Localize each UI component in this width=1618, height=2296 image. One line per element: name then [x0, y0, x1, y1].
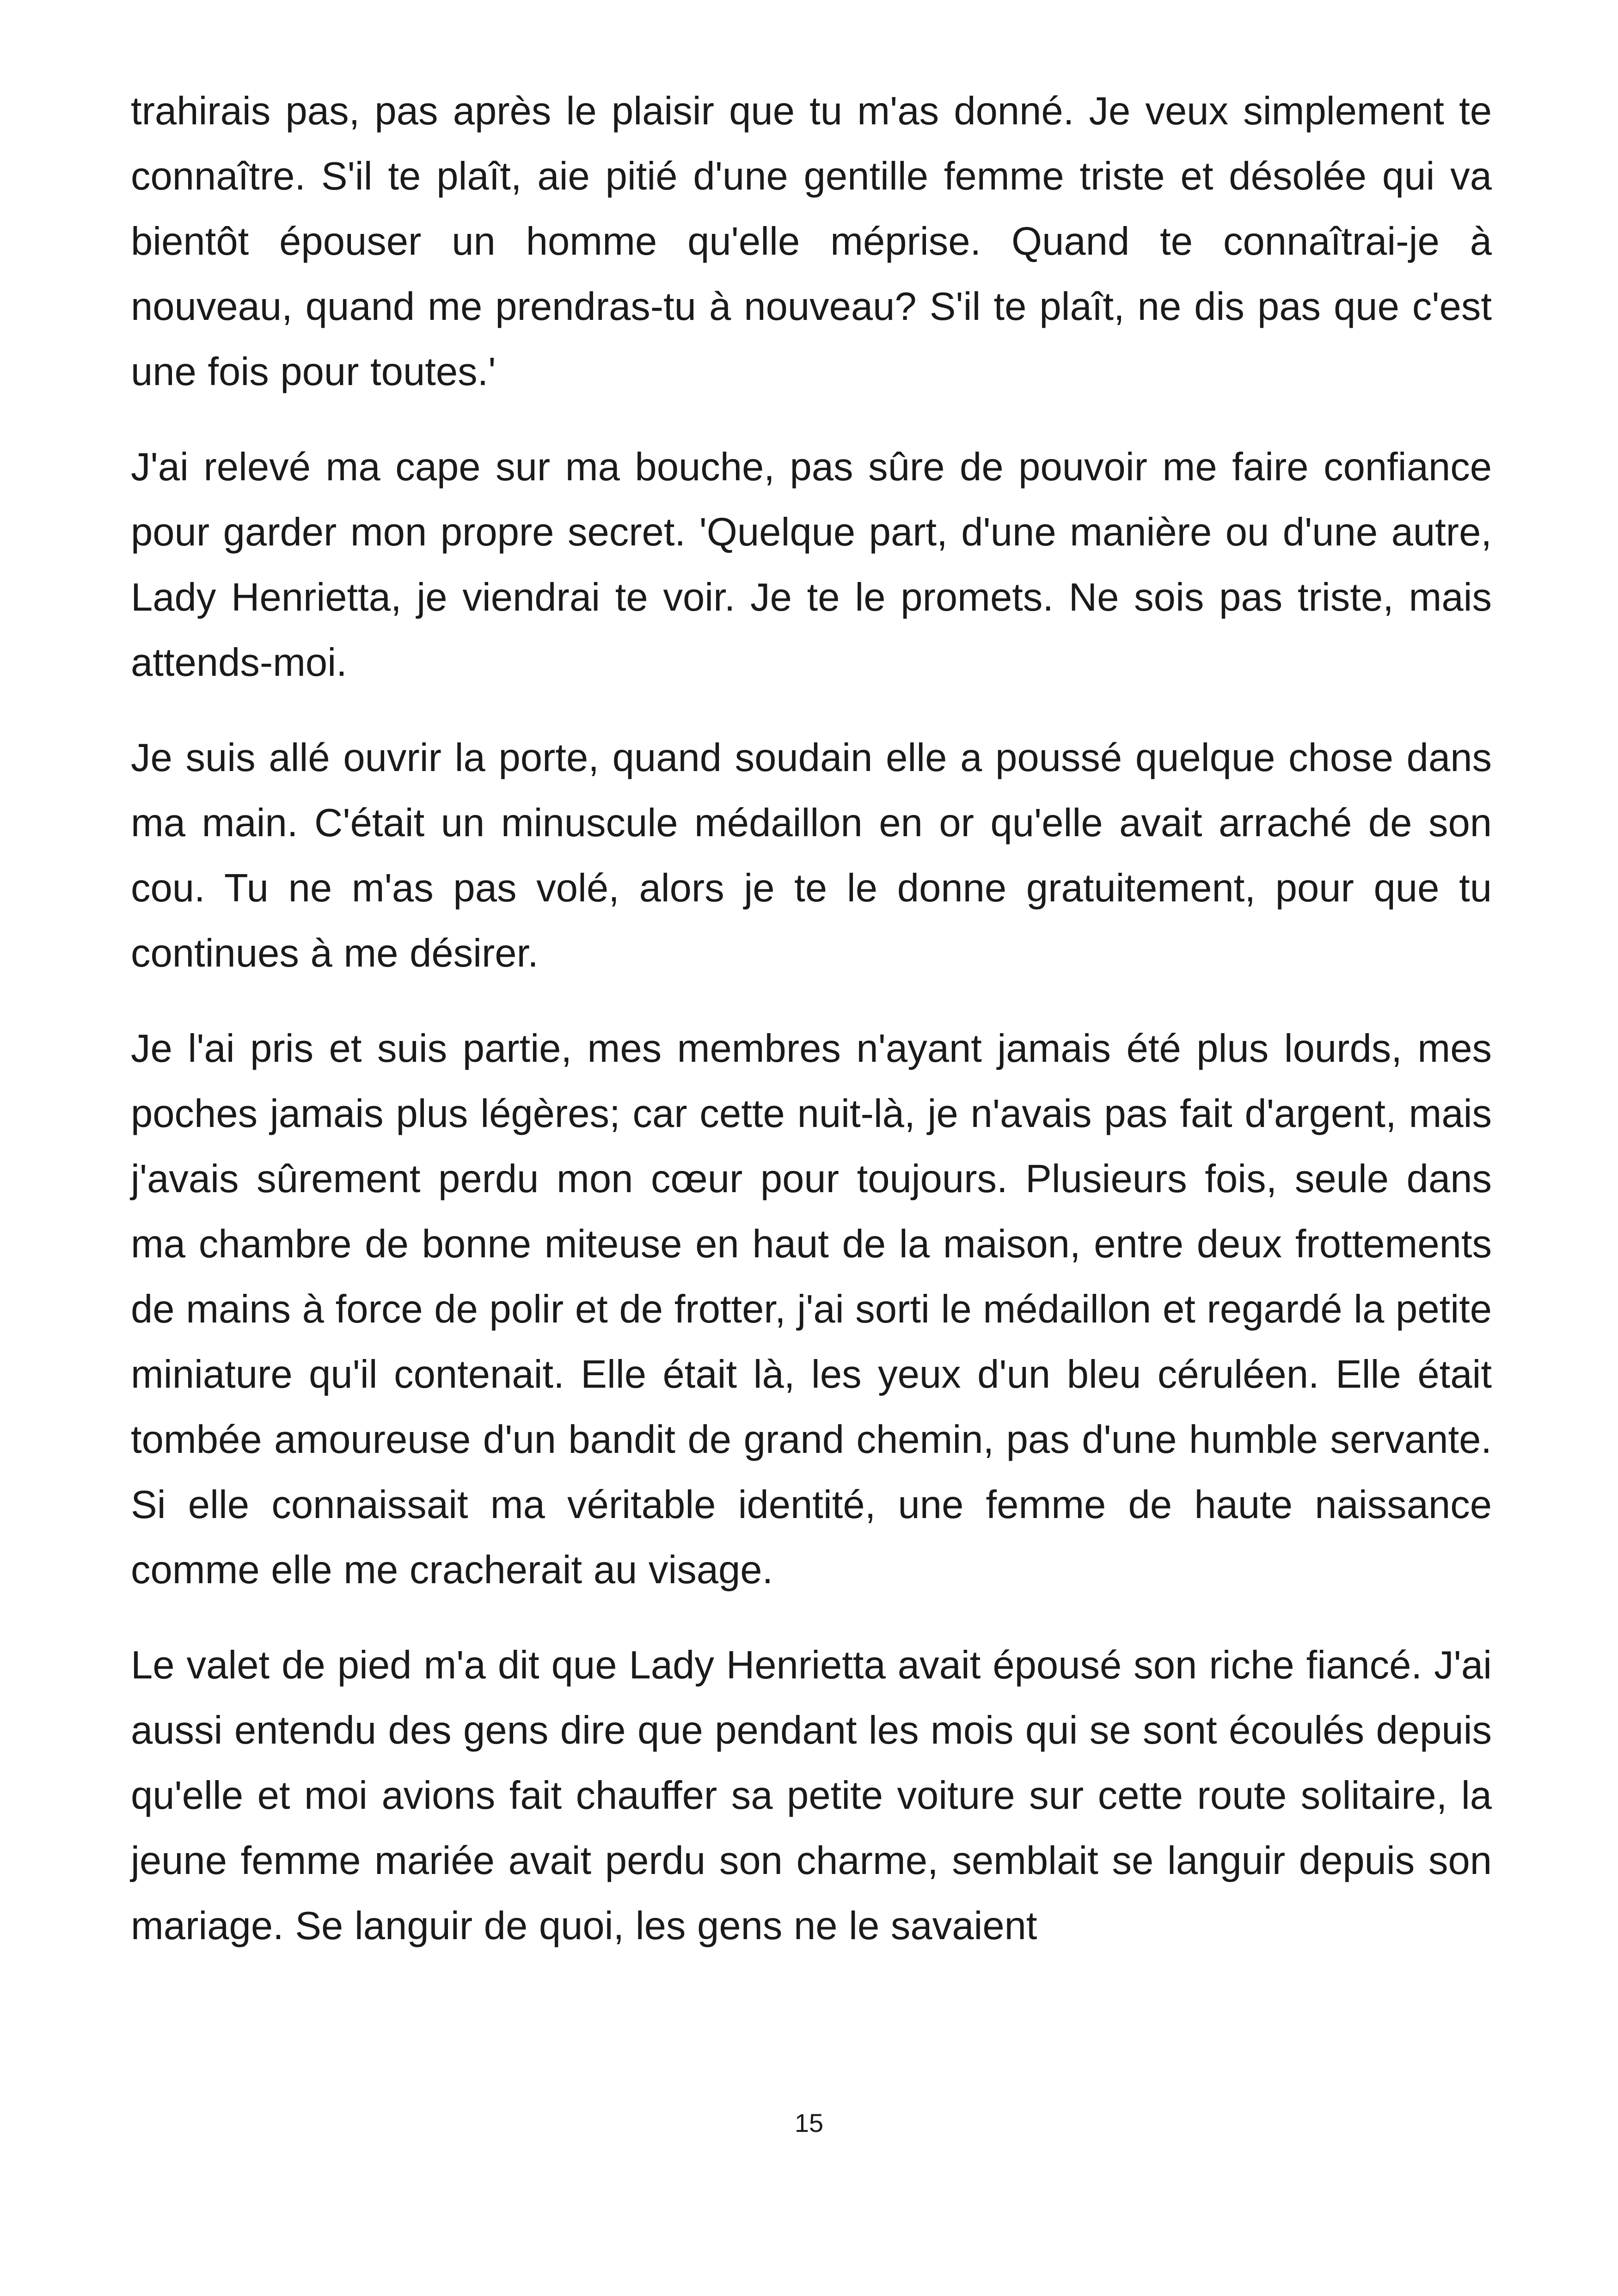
paragraph-1: trahirais pas, pas après le plaisir que tu m'as donné. Je veux simplement te connaître. S'il te plaît, aie pitié d'une gentille femme triste et désolée qui va bientôt épouser un homme qu'elle méprise. Quand te connaîtrai-je à nouveau, quand me prendras-tu à nouveau? S'il te plaît, ne dis pas que c'est une fois pour toutes.' [131, 89, 1492, 394]
page-number: 15 [794, 2108, 824, 2137]
paragraph-2: J'ai relevé ma cape sur ma bouche, pas sûre de pouvoir me faire confiance pour garder mon propre secret. 'Quelque part, d'une manière ou d'une autre, Lady Henrietta, je viendrai te voir. Je te le promets. Ne sois pas triste, mais attends-moi. [131, 445, 1492, 685]
paragraph-3: Je suis allé ouvrir la porte, quand soudain elle a poussé quelque chose dans ma main. C'était un minuscule médaillon en or qu'elle avait arraché de son cou. Tu ne m'as pas volé, alors je te le donne gratuitement, pour que tu continues à me désirer. [131, 736, 1492, 975]
paragraph-5: Le valet de pied m'a dit que Lady Henrietta avait épousé son riche fiancé. J'ai aussi entendu des gens dire que pendant les mois qui se sont écoulés depuis qu'elle et moi avions fait chauffer sa petite voiture sur cette route solitaire, la jeune femme mariée avait perdu son charme, semblait se languir depuis son mariage. Se languir de quoi, les gens ne le savaient [131, 1643, 1492, 1948]
page-body [131, 79, 1492, 1989]
paragraph-4: Je l'ai pris et suis partie, mes membres n'ayant jamais été plus lourds, mes poches jamais plus légères; car cette nuit-là, je n'avais pas fait d'argent, mais j'avais sûrement perdu mon cœur pour toujours. Plusieurs fois, seule dans ma chambre de bonne miteuse en haut de la maison, entre deux frottements de mains à force de polir et de frotter, j'ai sorti le médaillon et regardé la petite miniature qu'il contenait. Elle était là, les yeux d'un bleu céruléen. Elle était tombée amoureuse d'un bandit de grand chemin, pas d'une humble servante. Si elle connaissait ma véritable identité, une femme de haute naissance comme elle me cracherait au visage. [131, 1027, 1492, 1592]
